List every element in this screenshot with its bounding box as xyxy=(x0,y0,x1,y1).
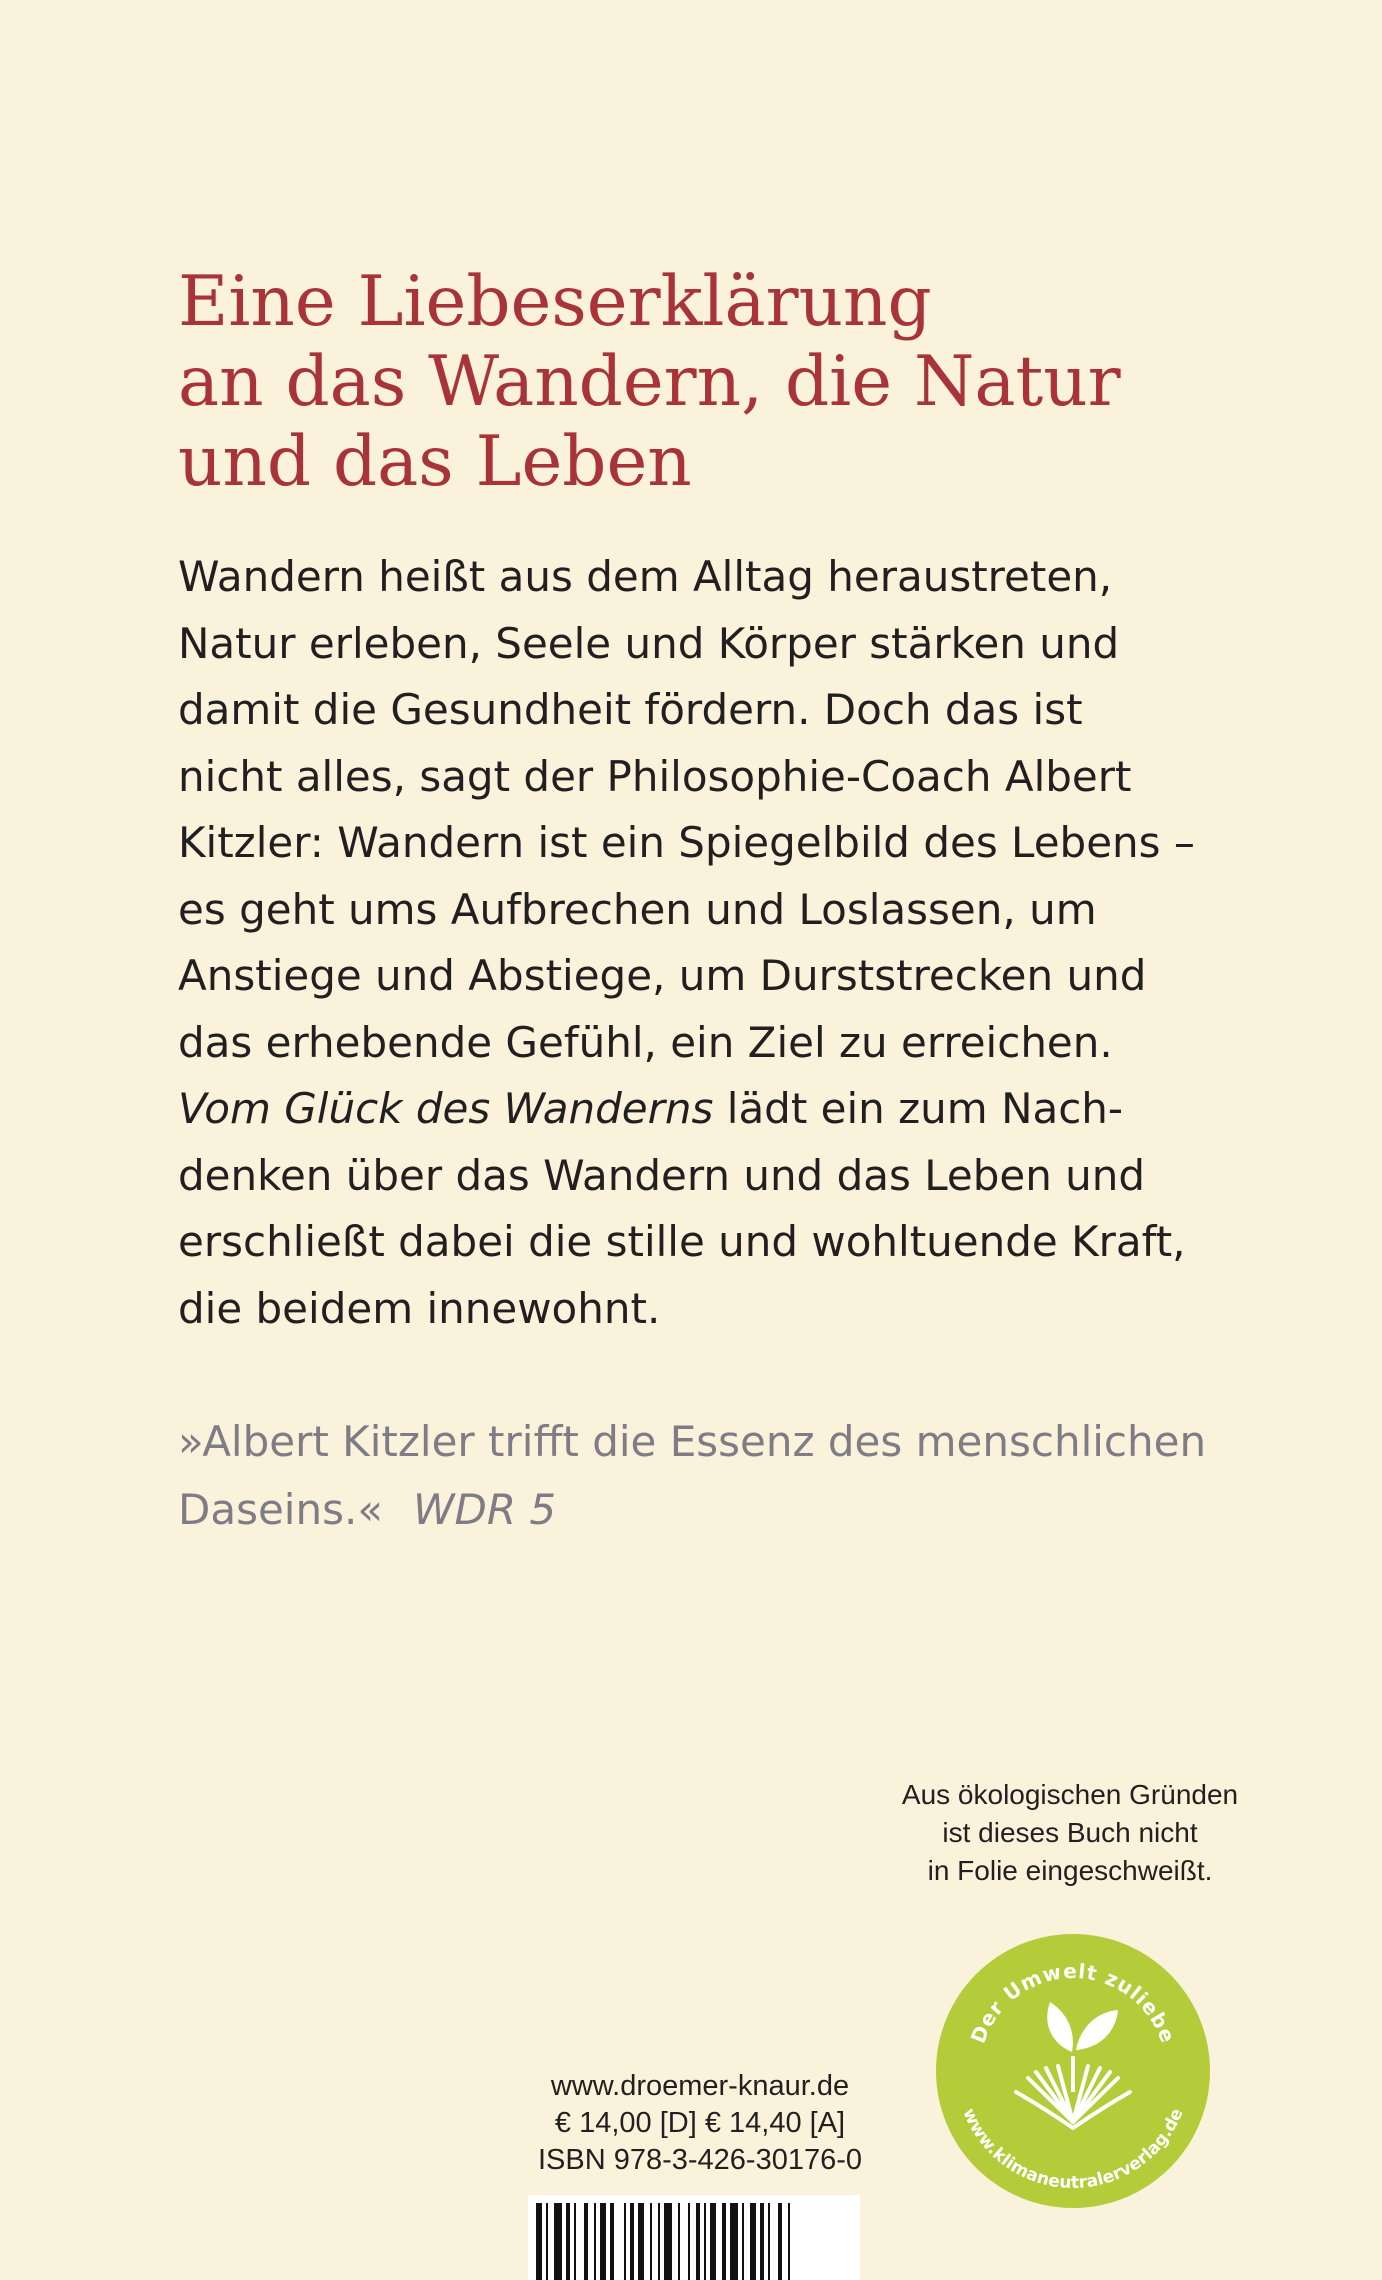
blurb-line: die beidem innewohnt. xyxy=(178,1283,661,1333)
barcode-bar xyxy=(710,2203,716,2280)
barcode-bar xyxy=(630,2203,634,2280)
blurb-line: erschließt dabei die stille und wohltuende Kraft, xyxy=(178,1217,1186,1266)
eco-badge-graphic xyxy=(934,1932,1212,2210)
headline-line: und das Leben xyxy=(178,422,692,502)
imprint xyxy=(530,2068,870,2179)
blurb-text xyxy=(178,544,1238,1342)
barcode xyxy=(528,2195,860,2280)
blurb-line: das erhebende Gefühl, ein Ziel zu erreichen. xyxy=(178,1017,1113,1067)
press-quote xyxy=(178,1408,1238,1544)
barcode-bar xyxy=(704,2203,706,2280)
barcode-bar xyxy=(768,2203,770,2280)
blurb-line-with-title xyxy=(178,1076,1238,1143)
barcode-bar xyxy=(650,2203,652,2280)
eco-note-line: ist dieses Buch nicht xyxy=(942,1817,1198,1848)
barcode-bar xyxy=(788,2203,790,2280)
publisher-website: www.droemer-knaur.de xyxy=(550,2070,850,2102)
barcode-bar xyxy=(742,2203,744,2280)
barcode-bars xyxy=(528,2195,860,2280)
barcode-bar xyxy=(600,2203,606,2280)
blurb-line: es geht ums Aufbrechen und Loslassen, um xyxy=(178,884,1097,934)
blurb-line: Anstiege und Abstiege, um Durststrecken und xyxy=(178,951,1147,1000)
barcode-bar xyxy=(678,2203,680,2280)
price: € 14,00 [D] € 14,40 [A] xyxy=(554,2107,846,2139)
eco-note-line: in Folie eingeschweißt. xyxy=(927,1855,1213,1886)
headline xyxy=(178,262,1228,502)
barcode-bar xyxy=(778,2203,782,2280)
badge-bottom-text: www.klimaneutralerverlag.de xyxy=(958,2105,1188,2194)
barcode-bar xyxy=(624,2203,626,2280)
barcode-bar xyxy=(574,2203,576,2280)
barcode-bar xyxy=(610,2203,614,2280)
blurb-line: Natur erleben, Seele und Körper stärken und xyxy=(178,618,1120,668)
badge-top-text: Der Umwelt zuliebe xyxy=(965,1958,1181,2047)
barcode-bar xyxy=(546,2203,548,2280)
blurb-line: Wandern heißt aus dem Alltag heraustreten, xyxy=(178,552,1113,601)
quote-line: »Albert Kitzler trifft die Essenz des menschlichen xyxy=(178,1417,1207,1466)
barcode-bar xyxy=(760,2203,764,2280)
barcode-bar xyxy=(722,2203,726,2280)
barcode-bar xyxy=(664,2203,672,2280)
eco-note-line: Aus ökologischen Gründen xyxy=(901,1779,1239,1810)
barcode-bar xyxy=(688,2203,690,2280)
blurb-line: nicht alles, sagt der Philosophie-Coach Albert xyxy=(178,751,1132,801)
barcode-bar xyxy=(750,2203,756,2280)
quote-text-end: Daseins.« xyxy=(178,1485,384,1534)
isbn: ISBN 978-3-426-30176-0 xyxy=(537,2144,863,2176)
blurb-line-rest: lädt ein zum Nach- xyxy=(713,1084,1124,1133)
quote-source: WDR 5 xyxy=(413,1485,557,1534)
barcode-bar xyxy=(638,2203,644,2280)
quote-line xyxy=(178,1476,1238,1544)
headline-line: an das Wandern, die Natur xyxy=(178,342,1121,422)
barcode-bar xyxy=(536,2203,542,2280)
barcode-bar xyxy=(658,2203,660,2280)
eco-note xyxy=(880,1776,1260,1890)
barcode-bar xyxy=(584,2203,588,2280)
barcode-bar xyxy=(566,2203,570,2280)
blurb-line: denken über das Wandern und das Leben und xyxy=(178,1150,1146,1200)
barcode-bar xyxy=(554,2203,562,2280)
barcode-bar xyxy=(730,2203,738,2280)
headline-line: Eine Liebeserklärung xyxy=(178,262,932,342)
eco-badge xyxy=(934,1932,1212,2210)
book-title: Vom Glück des Wanderns xyxy=(178,1084,714,1133)
blurb-line: Kitzler: Wandern ist ein Spiegelbild des Lebens – xyxy=(178,818,1195,867)
barcode-bar xyxy=(594,2203,596,2280)
barcode-bar xyxy=(696,2203,700,2280)
blurb-line: damit die Gesundheit fördern. Doch das ist xyxy=(178,685,1083,734)
